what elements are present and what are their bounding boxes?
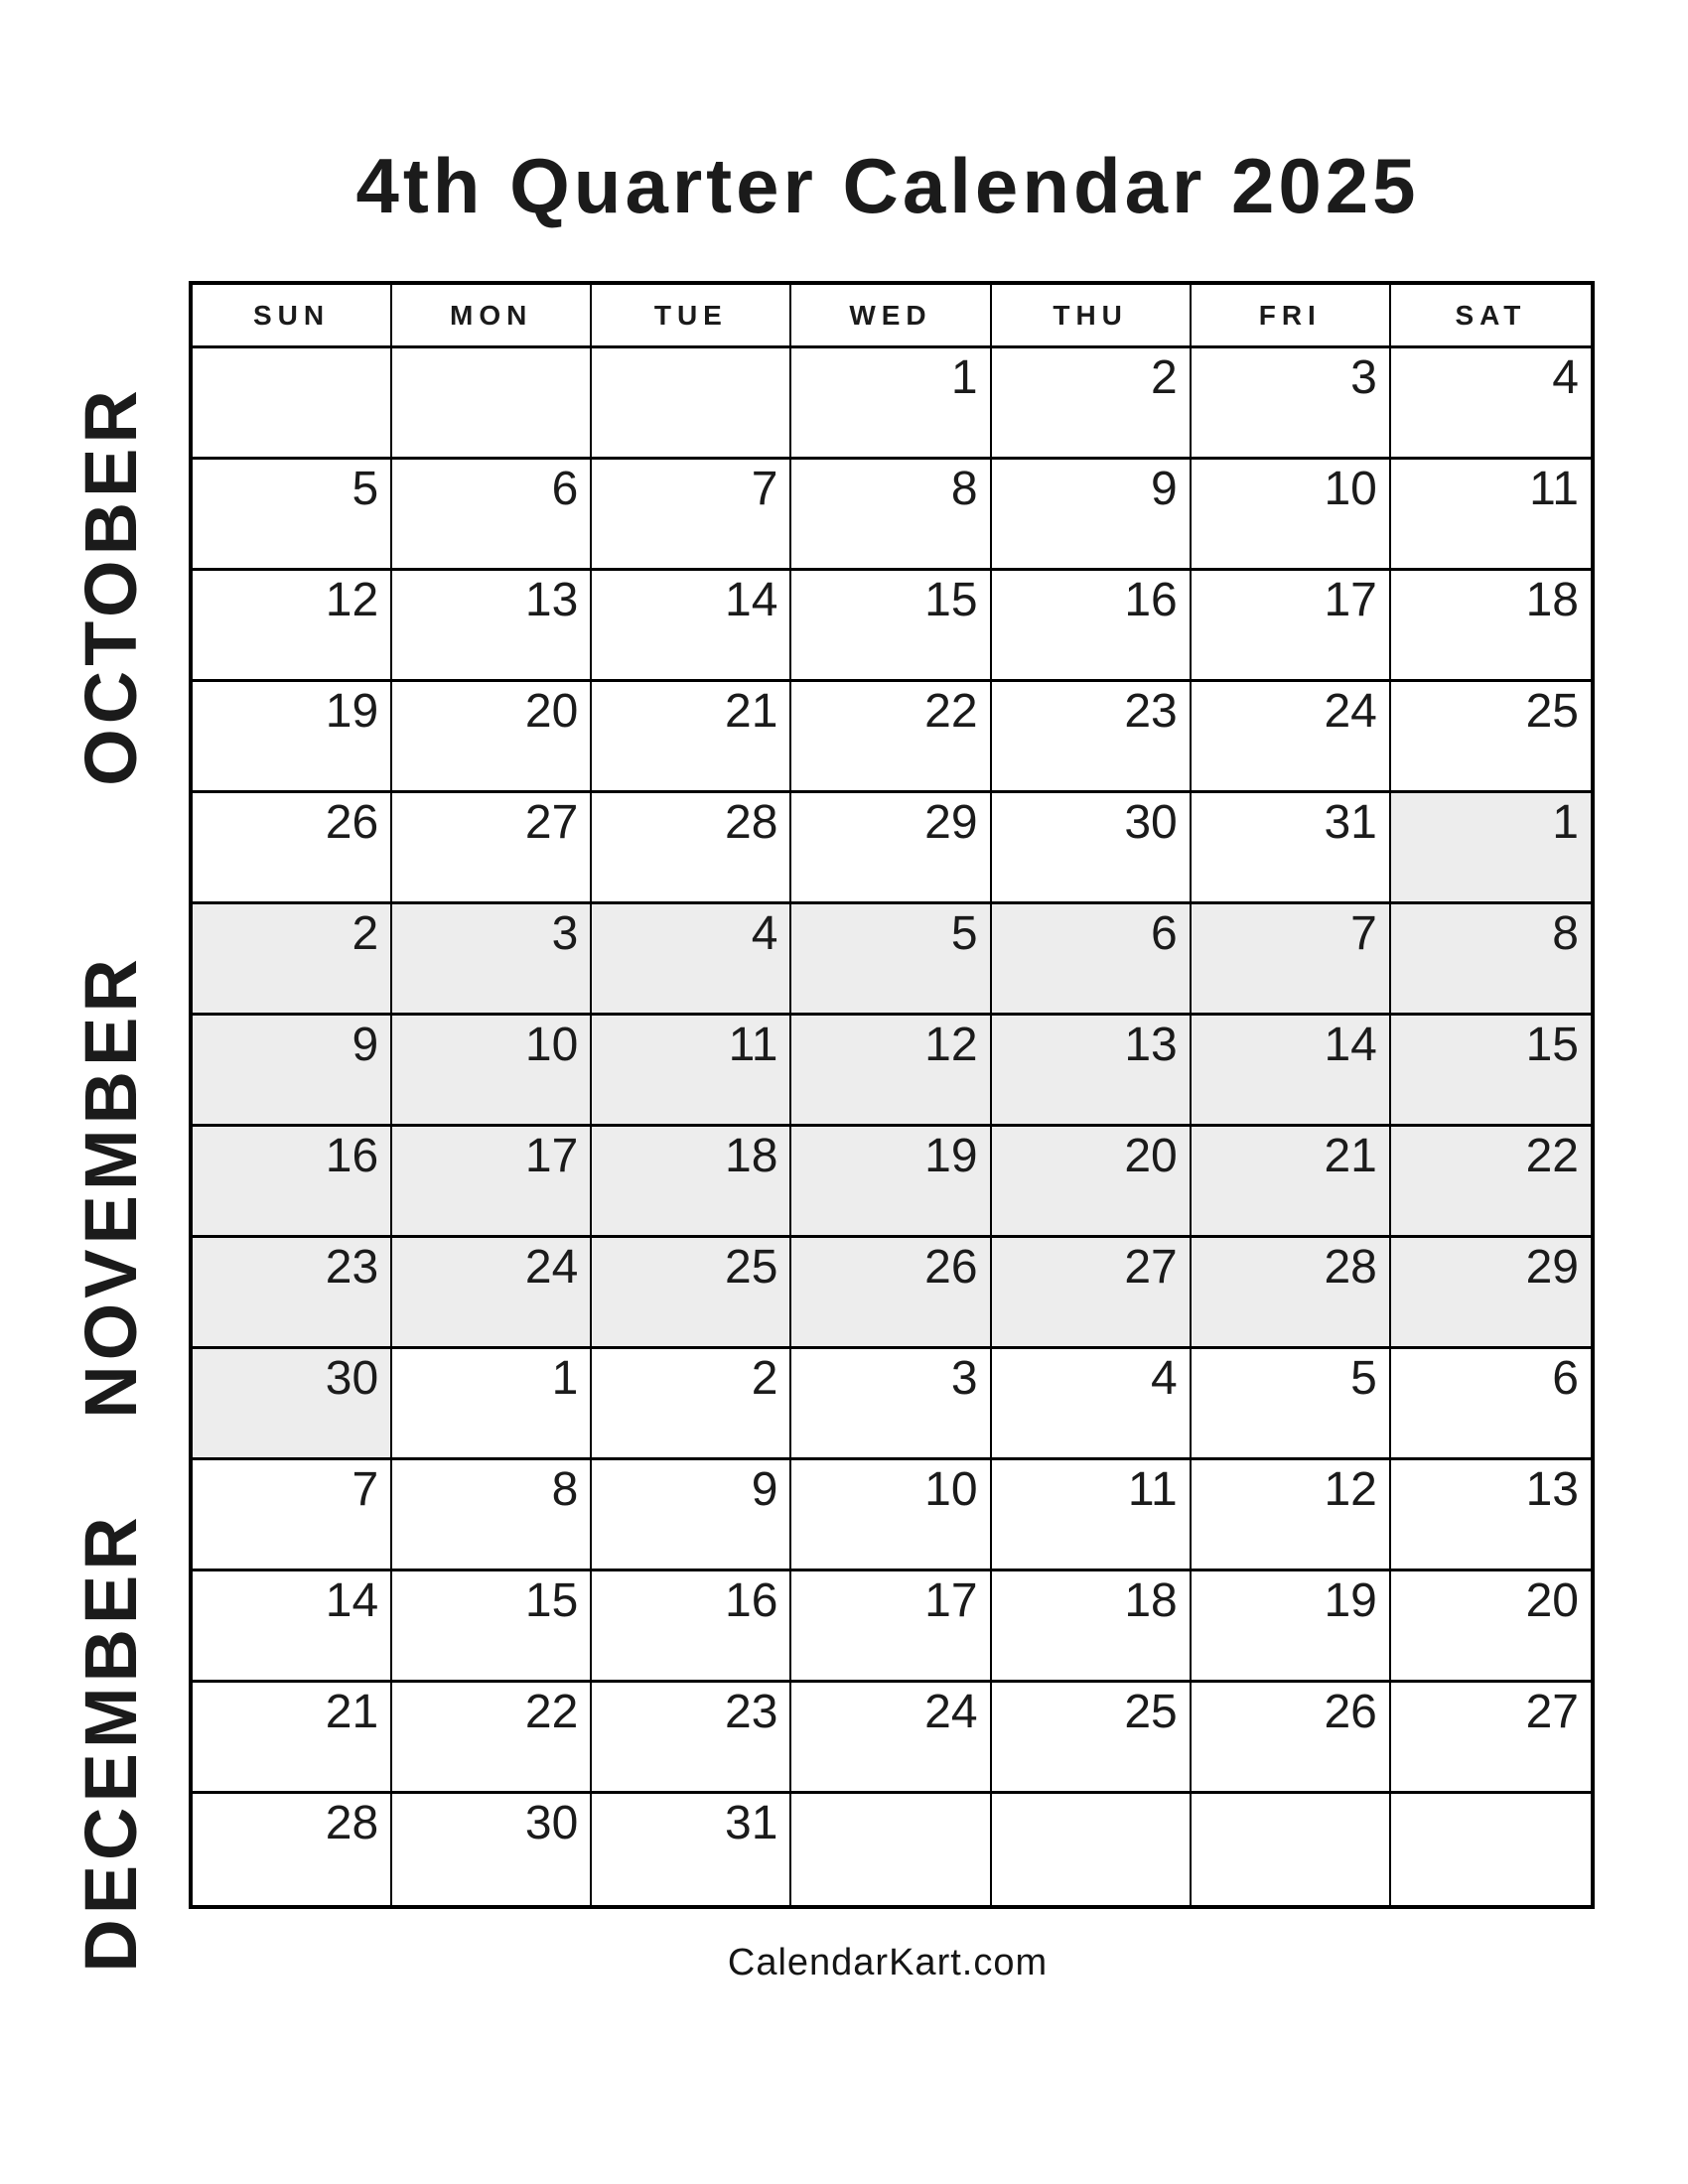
day-cell [1391,1016,1591,1127]
weekday-header: WED [791,285,991,348]
day-number: 24 [924,1686,978,1738]
day-cell [193,793,392,904]
day-cell [791,1794,991,1905]
day-number: 18 [1525,574,1579,626]
day-cell [392,571,592,682]
day-cell [791,793,991,904]
day-cell [392,904,592,1016]
day-number: 20 [524,685,579,738]
day-cell [992,1794,1192,1905]
weekday-header: MON [392,285,592,348]
day-number: 17 [1324,574,1377,626]
day-number: 9 [1151,463,1178,515]
day-number: 30 [524,1797,579,1849]
day-number: 25 [1124,1686,1178,1738]
day-cell [1391,1127,1591,1238]
day-cell [1192,682,1391,793]
day-number: 20 [1525,1574,1579,1627]
day-number: 12 [325,574,379,626]
day-number: 4 [751,907,778,960]
day-number: 31 [1324,796,1377,849]
day-cell [392,460,592,571]
day-cell [1391,348,1591,460]
day-cell [791,348,991,460]
day-cell [992,1460,1192,1571]
day-cell [592,460,791,571]
day-number: 12 [924,1019,978,1071]
day-cell [1192,1794,1391,1905]
weekday-header: THU [992,285,1192,348]
day-number: 15 [524,1574,579,1627]
day-number: 13 [1124,1019,1178,1071]
day-cell [592,1683,791,1794]
day-cell [992,1349,1192,1460]
day-number: 23 [1124,685,1178,738]
day-cell [592,793,791,904]
day-number: 16 [725,1574,778,1627]
day-number: 21 [325,1686,379,1738]
day-number: 29 [1525,1241,1579,1294]
day-cell [992,1571,1192,1683]
day-number: 26 [1324,1686,1377,1738]
day-cell [791,1683,991,1794]
day-number: 19 [1324,1574,1377,1627]
day-number: 8 [1552,907,1579,960]
day-number: 1 [551,1352,579,1405]
day-number: 5 [950,907,978,960]
day-cell [392,1349,592,1460]
day-cell [193,682,392,793]
day-number: 3 [551,907,579,960]
day-number: 19 [924,1130,978,1182]
day-number: 11 [728,1019,778,1071]
day-number: 11 [1529,463,1579,515]
day-cell [992,571,1192,682]
day-number: 13 [1525,1463,1579,1516]
day-number: 31 [725,1797,778,1849]
day-number: 22 [524,1686,579,1738]
day-cell [392,1683,592,1794]
day-number: 6 [551,463,579,515]
day-cell [992,1127,1192,1238]
day-cell [1192,571,1391,682]
day-number: 1 [950,351,978,404]
day-cell [992,460,1192,571]
day-number: 16 [325,1130,379,1182]
day-cell [1192,460,1391,571]
day-cell [1391,793,1591,904]
day-number: 6 [1151,907,1178,960]
weekday-header: SAT [1391,285,1591,348]
month-label-november: NOVEMBER [70,954,152,1419]
day-number: 4 [1552,351,1579,404]
day-cell [592,904,791,1016]
day-number: 23 [725,1686,778,1738]
day-cell [791,1349,991,1460]
day-number: 28 [325,1797,379,1849]
day-cell [592,1016,791,1127]
day-cell [193,348,392,460]
day-cell [193,1571,392,1683]
day-cell [392,1571,592,1683]
day-cell [791,1127,991,1238]
day-number: 15 [924,574,978,626]
day-number: 1 [1552,796,1579,849]
day-number: 10 [524,1019,579,1071]
day-cell [992,1016,1192,1127]
day-cell [1192,904,1391,1016]
day-cell [592,1238,791,1349]
weekday-header: FRI [1192,285,1391,348]
day-number: 27 [1525,1686,1579,1738]
day-cell [592,571,791,682]
day-number: 25 [1525,685,1579,738]
day-cell [392,348,592,460]
day-cell [1391,682,1591,793]
day-cell [1391,1460,1591,1571]
day-number: 10 [1324,463,1377,515]
day-number: 2 [1151,351,1178,404]
day-cell [193,1683,392,1794]
day-number: 27 [1124,1241,1178,1294]
day-cell [392,1016,592,1127]
day-number: 13 [524,574,579,626]
day-cell [1391,460,1591,571]
day-cell [592,1571,791,1683]
day-number: 9 [751,1463,778,1516]
day-cell [193,1460,392,1571]
page-title: 4th Quarter Calendar 2025 [355,142,1420,229]
day-cell [392,1127,592,1238]
day-number: 19 [325,685,379,738]
day-cell [1391,1238,1591,1349]
day-cell [1391,1349,1591,1460]
day-number: 7 [352,1463,379,1516]
day-cell [193,904,392,1016]
day-cell [791,682,991,793]
day-number: 9 [352,1019,379,1071]
day-cell [992,904,1192,1016]
day-number: 10 [924,1463,978,1516]
day-cell [791,904,991,1016]
weekday-header: TUE [592,285,791,348]
day-number: 14 [725,574,778,626]
day-cell [1391,1571,1591,1683]
day-number: 18 [1124,1574,1178,1627]
day-number: 25 [725,1241,778,1294]
day-cell [592,1460,791,1571]
weekday-header: SUN [193,285,392,348]
calendar-grid [189,281,1595,1909]
day-cell [791,1238,991,1349]
day-cell [392,682,592,793]
day-number: 22 [924,685,978,738]
day-number: 14 [325,1574,379,1627]
month-label-december: DECEMBER [70,1512,152,1973]
day-cell [392,1238,592,1349]
day-number: 11 [1127,1463,1178,1516]
day-cell [1192,1349,1391,1460]
day-cell [1192,1127,1391,1238]
day-cell [1192,1460,1391,1571]
day-cell [992,1683,1192,1794]
day-number: 5 [1350,1352,1377,1405]
day-cell [791,460,991,571]
day-number: 20 [1124,1130,1178,1182]
day-number: 26 [325,796,379,849]
day-number: 14 [1324,1019,1377,1071]
day-cell [392,793,592,904]
day-cell [592,682,791,793]
day-cell [992,348,1192,460]
day-cell [1192,1683,1391,1794]
day-cell [193,460,392,571]
day-cell [1391,1683,1591,1794]
day-cell [1192,793,1391,904]
day-number: 30 [325,1352,379,1405]
day-number: 7 [1350,907,1377,960]
day-cell [193,1016,392,1127]
day-number: 16 [1124,574,1178,626]
day-cell [791,1571,991,1683]
footer-site-label: CalendarKart.com [727,1942,1049,1983]
day-cell [791,1016,991,1127]
day-cell [992,793,1192,904]
day-number: 8 [950,463,978,515]
day-cell [1192,1238,1391,1349]
day-number: 2 [352,907,379,960]
day-cell [1192,348,1391,460]
day-number: 28 [1324,1241,1377,1294]
day-cell [1192,1016,1391,1127]
day-number: 5 [352,463,379,515]
day-number: 23 [325,1241,379,1294]
day-number: 29 [924,796,978,849]
day-cell [791,1460,991,1571]
day-number: 27 [524,796,579,849]
day-number: 17 [524,1130,579,1182]
day-number: 21 [1324,1130,1377,1182]
day-number: 24 [524,1241,579,1294]
day-number: 12 [1324,1463,1377,1516]
day-number: 4 [1151,1352,1178,1405]
day-number: 6 [1552,1352,1579,1405]
day-cell [1391,1794,1591,1905]
day-number: 18 [725,1130,778,1182]
day-number: 3 [1350,351,1377,404]
day-cell [193,1238,392,1349]
day-cell [193,1349,392,1460]
day-number: 3 [950,1352,978,1405]
day-cell [1391,571,1591,682]
day-number: 7 [751,463,778,515]
day-number: 24 [1324,685,1377,738]
day-number: 30 [1124,796,1178,849]
day-number: 21 [725,685,778,738]
day-number: 15 [1525,1019,1579,1071]
day-cell [1192,1571,1391,1683]
day-cell [193,1794,392,1905]
month-label-october: OCTOBER [70,385,152,786]
day-cell [193,571,392,682]
day-cell [592,348,791,460]
day-cell [392,1460,592,1571]
day-cell [193,1127,392,1238]
day-number: 2 [751,1352,778,1405]
day-number: 26 [924,1241,978,1294]
day-cell [592,1127,791,1238]
day-cell [592,1349,791,1460]
day-cell [592,1794,791,1905]
day-number: 22 [1525,1130,1579,1182]
day-cell [392,1794,592,1905]
day-number: 17 [924,1574,978,1627]
day-cell [791,571,991,682]
day-number: 8 [551,1463,579,1516]
day-cell [1391,904,1591,1016]
day-cell [992,682,1192,793]
day-number: 28 [725,796,778,849]
day-cell [992,1238,1192,1349]
